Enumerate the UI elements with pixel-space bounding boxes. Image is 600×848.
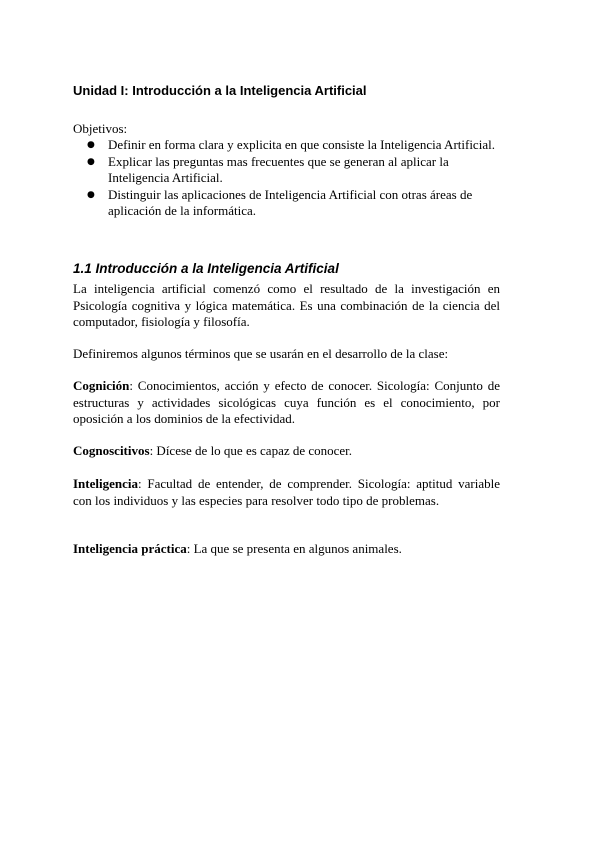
objectives-label: Objetivos:: [73, 121, 128, 136]
definition-cognoscitivos: [73, 443, 500, 460]
objective-text: Explicar las preguntas mas frecuentes que se generan al aplicar la Inteligencia Artificial.: [108, 153, 449, 185]
definitions-intro: Definiremos algunos términos que se usarán en el desarrollo de la clase:: [73, 346, 449, 361]
definition-text: : La que se presenta en algunos animales.: [186, 541, 402, 556]
definition-inteligencia-practica: [73, 541, 500, 558]
objectives-list: [73, 137, 513, 220]
intro-paragraph: La inteligencia artificial comenzó como el resultado de la investigación en Psicología cognitiva y lógica matemática. Es una combinación de la ciencia del computador, fisiología y filosofía.: [73, 281, 500, 329]
section-title: 1.1 Introducción a la Inteligencia Artificial: [73, 261, 339, 276]
definition-text: : Dícese de lo que es capaz de conocer.: [149, 443, 353, 458]
bullet-icon: ●: [87, 140, 95, 150]
definition-inteligencia: [73, 476, 500, 509]
objective-item: [73, 187, 513, 220]
bullet-icon: ●: [87, 156, 95, 167]
definition-term: Cognoscitivos: [73, 443, 150, 458]
objective-item: [73, 137, 513, 154]
definition-term: Inteligencia: [73, 476, 138, 491]
definition-text: : Facultad de entender, de comprender. Sicología: aptitud variable con los individuos y las especies para resolver todo tipo de problemas.: [73, 476, 500, 508]
bullet-icon: ●: [87, 189, 95, 200]
objective-text: Distinguir las aplicaciones de Inteligencia Artificial con otras áreas de aplicación de la informática.: [108, 186, 473, 218]
definition-term: Inteligencia práctica: [73, 541, 187, 556]
definition-term: Cognición: [73, 378, 130, 393]
definition-text: : Conocimientos, acción y efecto de conocer. Sicología: Conjunto de estructuras y actividades sicológicas cuya función es el conocimiento, por oposición a los dominios de la efectividad.: [73, 378, 500, 426]
unit-title: Unidad I: Introducción a la Inteligencia Artificial: [73, 83, 367, 98]
objective-text: Definir en forma clara y explicita en que consiste la Inteligencia Artificial.: [108, 137, 495, 152]
definition-cognicion: [73, 378, 500, 428]
objective-item: [73, 154, 513, 187]
